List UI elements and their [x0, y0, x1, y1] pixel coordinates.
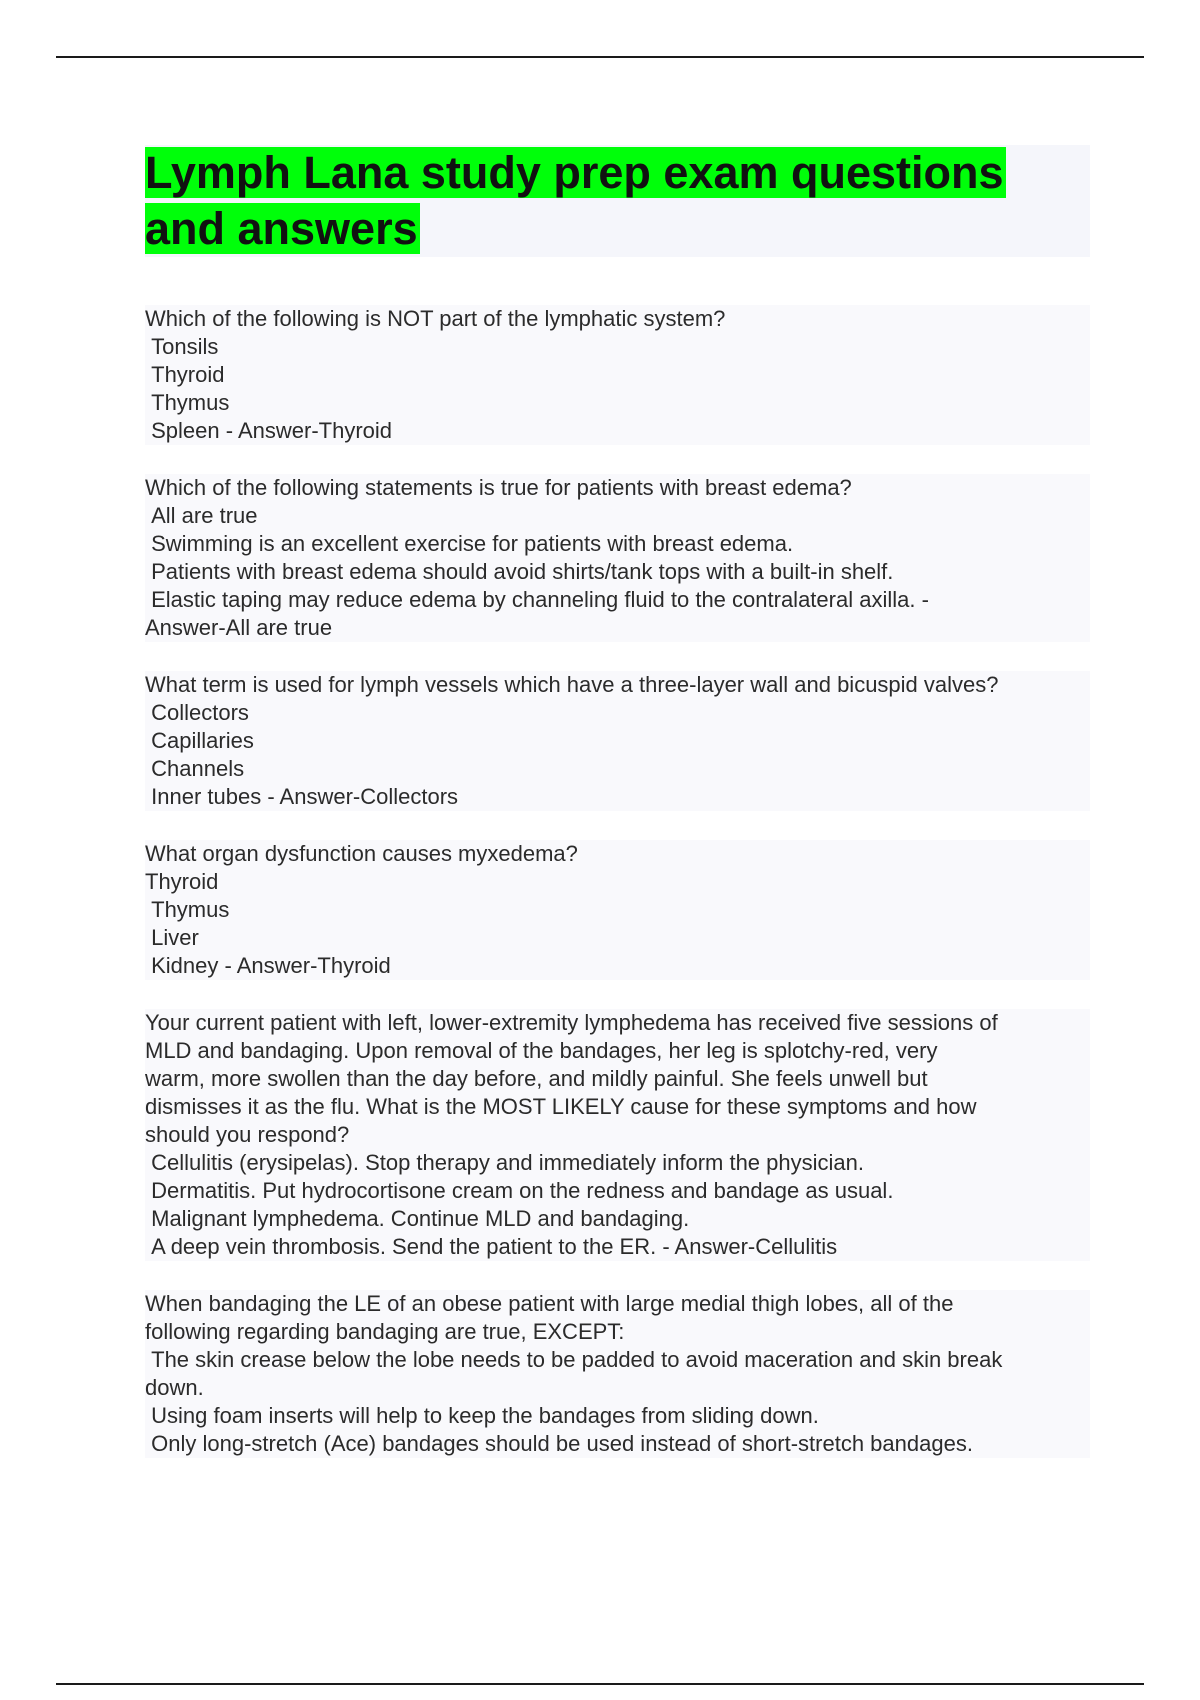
question-line: Tonsils — [145, 333, 1090, 361]
question-line: Patients with breast edema should avoid shirts/tank tops with a built-in shelf. — [145, 558, 1090, 586]
question-line: should you respond? — [145, 1121, 1090, 1149]
question-line: All are true — [145, 502, 1090, 530]
document-title — [145, 145, 1090, 257]
question-block — [145, 671, 1090, 811]
question-line: Thymus — [145, 389, 1090, 417]
question-line: A deep vein thrombosis. Send the patient to the ER. - Answer-Cellulitis — [145, 1233, 1090, 1261]
question-block — [145, 305, 1090, 445]
question-line: down. — [145, 1374, 1090, 1402]
question-line: Only long-stretch (Ace) bandages should be used instead of short-stretch bandages. — [145, 1430, 1090, 1458]
question-line: Malignant lymphedema. Continue MLD and bandaging. — [145, 1205, 1090, 1233]
question-line: Using foam inserts will help to keep the bandages from sliding down. — [145, 1402, 1090, 1430]
question-block — [145, 840, 1090, 980]
question-text: When bandaging the LE of an obese patient with large medial thigh lobes, all of the — [145, 1290, 1090, 1318]
title-block — [145, 145, 1090, 257]
question-line: Thyroid — [145, 868, 1090, 896]
header-rule — [56, 56, 1144, 58]
question-line: Cellulitis (erysipelas). Stop therapy and immediately inform the physician. — [145, 1149, 1090, 1177]
question-line: Channels — [145, 755, 1090, 783]
question-line: Capillaries — [145, 727, 1090, 755]
question-line: Collectors — [145, 699, 1090, 727]
question-line: dismisses it as the flu. What is the MOST LIKELY cause for these symptoms and how — [145, 1093, 1090, 1121]
question-line: following regarding bandaging are true, EXCEPT: — [145, 1318, 1090, 1346]
question-text: Which of the following statements is true for patients with breast edema? — [145, 474, 1090, 502]
question-text: What organ dysfunction causes myxedema? — [145, 840, 1090, 868]
question-line: The skin crease below the lobe needs to be padded to avoid maceration and skin break — [145, 1346, 1090, 1374]
question-line: Elastic taping may reduce edema by channeling fluid to the contralateral axilla. - — [145, 586, 1090, 614]
question-block — [145, 1009, 1090, 1261]
question-line: Swimming is an excellent exercise for patients with breast edema. — [145, 530, 1090, 558]
question-text: Which of the following is NOT part of the lymphatic system? — [145, 305, 1090, 333]
question-line: Thyroid — [145, 361, 1090, 389]
footer-rule — [56, 1683, 1144, 1685]
document-body — [145, 145, 1090, 1487]
question-block — [145, 474, 1090, 642]
question-list — [145, 305, 1090, 1458]
title-highlight: Lymph Lana study prep exam questions and answers — [145, 147, 1004, 254]
question-line: Liver — [145, 924, 1090, 952]
question-line: Spleen - Answer-Thyroid — [145, 417, 1090, 445]
question-line: warm, more swollen than the day before, and mildly painful. She feels unwell but — [145, 1065, 1090, 1093]
question-text: Your current patient with left, lower-extremity lymphedema has received five sessions of — [145, 1009, 1090, 1037]
question-line: Kidney - Answer-Thyroid — [145, 952, 1090, 980]
question-text: What term is used for lymph vessels which have a three-layer wall and bicuspid valves? — [145, 671, 1090, 699]
question-line: Thymus — [145, 896, 1090, 924]
question-line: Inner tubes - Answer-Collectors — [145, 783, 1090, 811]
question-block — [145, 1290, 1090, 1458]
question-line: Dermatitis. Put hydrocortisone cream on the redness and bandage as usual. — [145, 1177, 1090, 1205]
question-line: MLD and bandaging. Upon removal of the bandages, her leg is splotchy-red, very — [145, 1037, 1090, 1065]
question-line: Answer-All are true — [145, 614, 1090, 642]
